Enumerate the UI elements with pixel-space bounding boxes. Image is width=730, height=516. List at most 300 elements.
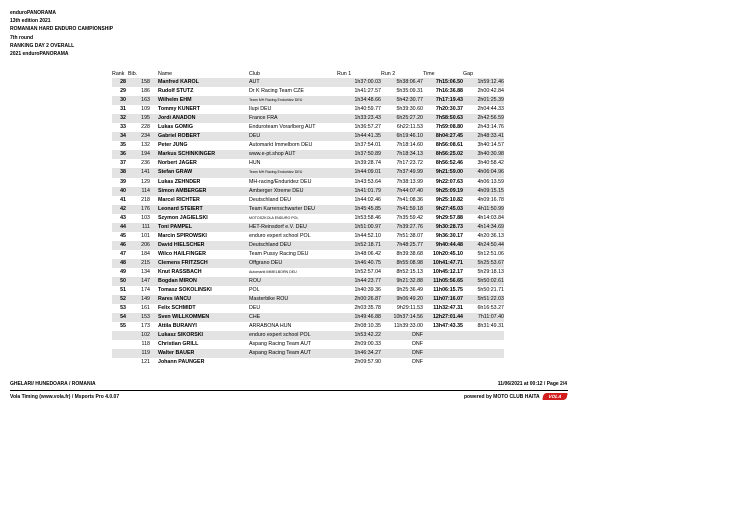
cell-rank: 38 bbox=[112, 168, 128, 177]
cell-bib: 194 bbox=[128, 150, 156, 159]
cell-time: 11h06:15.75 bbox=[433, 287, 463, 294]
table-row bbox=[112, 259, 504, 268]
cell-bib: 218 bbox=[141, 196, 150, 203]
cell-time: 10h41:47.71 bbox=[423, 259, 463, 268]
cell-rank: 46 bbox=[112, 241, 128, 250]
cell-time: 11h07:16.07 bbox=[423, 295, 463, 304]
cell-time: 7h59:08.80 bbox=[435, 124, 463, 131]
cell-run1: 1h41:01.79 bbox=[337, 187, 381, 196]
cell-bib: 109 bbox=[141, 106, 150, 113]
cell-name: David HIELSCHER bbox=[156, 241, 249, 250]
table-row bbox=[112, 223, 504, 232]
cell-club: Enduroteam Vorarlberg AUT bbox=[249, 124, 316, 131]
cell-run1: 1h53:58.46 bbox=[354, 214, 381, 221]
cell-name: Lukas ZEHNDER bbox=[158, 178, 201, 185]
cell-club: POL bbox=[249, 287, 260, 294]
cell-run1: 1h37:00.03 bbox=[337, 78, 381, 87]
cell-rank: 52 bbox=[112, 295, 128, 304]
cell-run2: DNF bbox=[412, 359, 423, 366]
cell-run1: 2h08:10.35 bbox=[354, 323, 381, 330]
cell-rank: 41 bbox=[120, 196, 126, 203]
cell-gap: 5h12:51.06 bbox=[477, 250, 504, 257]
column-header-name: Name bbox=[158, 70, 173, 77]
cell-gap: 6h16:53.27 bbox=[477, 305, 504, 312]
cell-gap bbox=[463, 358, 504, 367]
cell-rank: 32 bbox=[112, 114, 128, 123]
cell-club: HUN bbox=[249, 160, 261, 167]
cell-time: 7h17:19.43 bbox=[423, 96, 463, 105]
cell-bib: 102 bbox=[128, 331, 156, 340]
cell-run2: 7h17:23.72 bbox=[396, 160, 423, 167]
table-row bbox=[112, 331, 504, 340]
cell-run1: 2h09:00.33 bbox=[354, 341, 381, 348]
cell-time: 9h40:44.48 bbox=[423, 241, 463, 250]
cell-bib: 149 bbox=[128, 295, 156, 304]
cell-run1: 2h00:26.87 bbox=[337, 295, 381, 304]
cell-run2: 7h38:13.99 bbox=[396, 178, 423, 185]
cell-time: 9h29:57.88 bbox=[435, 214, 463, 221]
cell-club: MH-racing/Enduridez DEU bbox=[249, 178, 312, 185]
cell-name: Attila BURANYI bbox=[158, 323, 197, 330]
table-row bbox=[112, 250, 504, 259]
cell-bib: 184 bbox=[141, 250, 150, 257]
cell-run1: 2h09:57.90 bbox=[354, 359, 381, 366]
cell-run1: 1h52:57.04 bbox=[354, 269, 381, 275]
cell-run2: DNF bbox=[381, 331, 423, 340]
cell-gap: 2h48:33.41 bbox=[463, 132, 504, 141]
cell-name: Christian GRILL bbox=[158, 341, 199, 348]
cell-run1: 1h43:53.64 bbox=[354, 178, 381, 185]
cell-run1: 1h48:06.42 bbox=[354, 250, 381, 257]
cell-name: Wilhelm EHM bbox=[156, 96, 249, 105]
cell-run2: 7h44:07.40 bbox=[381, 187, 423, 196]
results-table bbox=[112, 69, 504, 368]
cell-run1: 1h44:02.46 bbox=[354, 196, 381, 203]
cell-rank: 29 bbox=[120, 88, 126, 95]
table-row bbox=[112, 123, 504, 132]
table-row bbox=[112, 178, 504, 187]
powered-by bbox=[464, 393, 567, 400]
cell-gap: 1h59:12.46 bbox=[463, 78, 504, 87]
cell-gap: 5h50:21.71 bbox=[477, 287, 504, 294]
cell-bib: 228 bbox=[141, 124, 150, 131]
cell-time: 7h16:36.88 bbox=[435, 88, 463, 95]
cell-run2: 6h19:46.10 bbox=[381, 132, 423, 141]
cell-run1: 1h52:18.71 bbox=[337, 241, 381, 250]
cell-time: 7h15:06.50 bbox=[423, 78, 463, 87]
table-row bbox=[112, 114, 504, 123]
software-credit: Vola Timing (www.vola.fr) / Msports Pro 4.0.07 bbox=[10, 394, 120, 400]
cell-bib: 186 bbox=[141, 88, 150, 95]
cell-club: Automarkt IMMELBORN DEU bbox=[249, 270, 297, 274]
cell-rank: 44 bbox=[112, 223, 128, 232]
cell-gap: 7h11:07.40 bbox=[463, 313, 504, 322]
cell-run1: 1h34:48.66 bbox=[337, 96, 381, 105]
cell-name: Johann PAUNGER bbox=[158, 359, 205, 366]
cell-time bbox=[423, 358, 463, 367]
cell-run2: 9h21:32.88 bbox=[381, 277, 423, 286]
cell-name: Lukas GOMIG bbox=[158, 124, 194, 131]
cell-bib: 129 bbox=[141, 178, 150, 185]
table-header-row bbox=[112, 69, 504, 78]
cell-run1: 1h40:59.77 bbox=[354, 106, 381, 113]
cell-rank: 30 bbox=[112, 96, 128, 105]
header-line: 2021 enduroPANORAMA bbox=[10, 51, 69, 58]
vola-logo-icon: VOLA bbox=[542, 393, 567, 400]
cell-gap bbox=[463, 349, 504, 358]
cell-bib: 114 bbox=[128, 187, 156, 196]
cell-name: Tomasz SOKOLINSKI bbox=[158, 287, 212, 294]
cell-run2: 9h29:11.53 bbox=[396, 305, 423, 312]
cell-gap: 4h14:03.84 bbox=[477, 214, 504, 221]
cell-time: 7h20:30.37 bbox=[435, 106, 463, 113]
cell-name: Stefan GRAW bbox=[156, 168, 249, 177]
table-row bbox=[112, 132, 504, 141]
cell-gap: 4h06:13.59 bbox=[477, 178, 504, 185]
cell-name: Manfred KAROL bbox=[156, 78, 249, 87]
cell-rank: 37 bbox=[120, 160, 126, 167]
column-header-run1: Run 1 bbox=[337, 70, 352, 77]
powered-by-text: powered by MOTO CLUB HAITA bbox=[464, 393, 540, 400]
cell-gap: 4h24:50.44 bbox=[463, 241, 504, 250]
table-row bbox=[112, 87, 504, 96]
cell-bib: 158 bbox=[128, 78, 156, 87]
column-header-time: Time bbox=[423, 70, 435, 77]
cell-bib: 134 bbox=[141, 269, 150, 275]
cell-run2: 11h39:33.00 bbox=[393, 323, 423, 330]
cell-gap: 3h40:14.57 bbox=[477, 142, 504, 149]
cell-club: Offgrano DEU bbox=[249, 259, 337, 268]
cell-rank: 48 bbox=[112, 259, 128, 268]
cell-rank: 54 bbox=[112, 313, 128, 322]
cell-rank: 45 bbox=[120, 232, 126, 239]
column-header-club: Club bbox=[249, 70, 260, 77]
cell-name: Clemens FRITZSCH bbox=[156, 259, 249, 268]
header-line: enduroPANORAMA bbox=[10, 10, 57, 16]
cell-run1: 1h46:34.27 bbox=[337, 349, 381, 358]
cell-name: Lukasz SIKORSKI bbox=[156, 331, 249, 340]
cell-club: HET-Reinsdorf e.V. DEU bbox=[249, 223, 337, 232]
event-location: GHELARI/ HUNEDOARA / ROMANIA bbox=[10, 381, 96, 387]
table-row bbox=[112, 150, 504, 159]
cell-club: France FRA bbox=[249, 114, 337, 123]
document-header bbox=[10, 9, 113, 58]
cell-bib: 176 bbox=[128, 205, 156, 214]
cell-rank: 28 bbox=[112, 78, 128, 87]
footer-divider bbox=[10, 390, 568, 391]
cell-run1: 1h36:57.27 bbox=[354, 124, 381, 131]
cell-run2: DNF bbox=[381, 349, 423, 358]
cell-time: 8h56:08.61 bbox=[435, 142, 463, 149]
cell-club: MOTOSZKOLA ENDURO POL bbox=[249, 215, 299, 220]
cell-run1: 1h51:00.97 bbox=[337, 223, 381, 232]
cell-rank: 51 bbox=[120, 287, 126, 294]
cell-club: AUT bbox=[249, 78, 337, 87]
cell-run2: 5h42:30.77 bbox=[381, 96, 423, 105]
cell-rank: 40 bbox=[112, 187, 128, 196]
cell-run2: 7h18:14.60 bbox=[396, 142, 423, 149]
cell-gap: 4h14:34.69 bbox=[463, 223, 504, 232]
cell-club: www.e-pt.shop AUT bbox=[249, 150, 337, 159]
cell-name: Markus SCHINKINGER bbox=[156, 150, 249, 159]
cell-run1: 1h44:23.77 bbox=[337, 277, 381, 286]
cell-run2: 7h41:59.18 bbox=[381, 205, 423, 214]
cell-club: Team Pussy Racing DEU bbox=[249, 250, 309, 257]
cell-gap: 3h40:58.42 bbox=[477, 160, 504, 167]
cell-club: Automarkt Immelborn DEU bbox=[249, 142, 313, 149]
table-row bbox=[112, 277, 504, 286]
cell-run2: 6h22:11.53 bbox=[396, 124, 423, 131]
cell-run2: 7h18:34.13 bbox=[381, 150, 423, 159]
column-header-run2: Run 2 bbox=[381, 70, 396, 77]
cell-run1: 1h37:50.89 bbox=[337, 150, 381, 159]
cell-time: 7h58:50.63 bbox=[423, 114, 463, 123]
table-row bbox=[112, 241, 504, 250]
cell-gap: 4h09:15.15 bbox=[463, 187, 504, 196]
header-line: 7th round bbox=[10, 34, 34, 41]
cell-name: Toni PAMPEL bbox=[156, 223, 249, 232]
cell-run2: 5h38:06.47 bbox=[381, 78, 423, 87]
cell-gap: 8h31:49.31 bbox=[477, 323, 504, 330]
cell-time: 9h21:59.00 bbox=[423, 168, 463, 177]
cell-time bbox=[423, 349, 463, 358]
cell-rank: 42 bbox=[112, 205, 128, 214]
cell-run2: 8h55:08.98 bbox=[381, 259, 423, 268]
cell-time: 9h25:09.19 bbox=[423, 187, 463, 196]
cell-gap: 3h40:30.98 bbox=[463, 150, 504, 159]
cell-rank: 35 bbox=[120, 142, 126, 149]
cell-run2: 7h41:08.36 bbox=[396, 196, 423, 203]
cell-club: Ilupi DEU bbox=[249, 106, 272, 113]
cell-run1: 1h44:52.10 bbox=[354, 232, 381, 239]
cell-name: Rudolf STUTZ bbox=[158, 88, 194, 95]
cell-run1: 1h37:54.01 bbox=[354, 142, 381, 149]
column-header-bib: Bib. bbox=[128, 70, 138, 77]
cell-bib: 132 bbox=[141, 142, 150, 149]
cell-club: Dr K Racing Team CZE bbox=[249, 88, 304, 95]
column-header-gap: Gap bbox=[463, 70, 474, 77]
cell-time: 9h30:28.73 bbox=[423, 223, 463, 232]
cell-time: 9h36:30.17 bbox=[435, 232, 463, 239]
cell-club: Team Karrenschwarter DEU bbox=[249, 205, 337, 214]
table-row bbox=[112, 205, 504, 214]
cell-time: 11h05:56.65 bbox=[423, 277, 463, 286]
cell-time: 12h27:01.44 bbox=[423, 313, 463, 322]
cell-gap: 5h25:53.67 bbox=[463, 259, 504, 268]
cell-club: enduro expert school POL bbox=[249, 331, 337, 340]
cell-name: Tommy KUNERT bbox=[158, 106, 200, 113]
cell-time: 8h04:27.45 bbox=[423, 132, 463, 141]
cell-rank: 53 bbox=[120, 305, 126, 312]
cell-name: Gabriel ROBERT bbox=[156, 132, 249, 141]
cell-bib: 111 bbox=[128, 223, 156, 232]
cell-gap: 2h04:44.33 bbox=[477, 106, 504, 113]
cell-club: Aspang Racing Team AUT bbox=[249, 349, 337, 358]
table-row bbox=[112, 96, 504, 105]
cell-club: Aspang Racing Team AUT bbox=[249, 341, 312, 348]
cell-run2: 10h37:14.56 bbox=[381, 313, 423, 322]
table-row bbox=[112, 295, 504, 304]
cell-time: 9h27:45.03 bbox=[423, 205, 463, 214]
cell-rank: 43 bbox=[120, 214, 126, 221]
cell-time bbox=[423, 340, 463, 349]
cell-club: Deutschland DEU bbox=[249, 241, 337, 250]
cell-run2: 7h51:38.07 bbox=[396, 232, 423, 239]
cell-bib: 118 bbox=[141, 341, 150, 348]
cell-run2: 5h39:30.60 bbox=[396, 106, 423, 113]
cell-rank bbox=[112, 358, 128, 367]
cell-time: 10h45:12.17 bbox=[432, 269, 463, 275]
cell-gap: 4h20:36.13 bbox=[477, 232, 504, 239]
cell-run1: 1h33:23.43 bbox=[337, 114, 381, 123]
cell-run2: 7h39:27.76 bbox=[381, 223, 423, 232]
cell-rank bbox=[112, 340, 128, 349]
cell-run1: 1h49:46.88 bbox=[337, 313, 381, 322]
table-row bbox=[112, 349, 504, 358]
cell-name: Bogdan MIRON bbox=[156, 277, 249, 286]
cell-gap: 2h00:42.84 bbox=[477, 88, 504, 95]
cell-name: Peter JUNG bbox=[158, 142, 188, 149]
cell-run1: 1h41:27.57 bbox=[354, 88, 381, 95]
cell-name: Felix SCHMIDT bbox=[158, 305, 196, 312]
cell-run1: 1h53:42.22 bbox=[337, 331, 381, 340]
cell-club: DEU bbox=[249, 305, 261, 312]
cell-run1: 2h03:35.78 bbox=[354, 305, 381, 312]
cell-time: 10h20:45.10 bbox=[432, 250, 463, 257]
cell-name: Jordi ANADON bbox=[156, 114, 249, 123]
cell-gap: 5h51:22.03 bbox=[463, 295, 504, 304]
table-row bbox=[112, 214, 504, 223]
cell-run2: 7h37:49.99 bbox=[381, 168, 423, 177]
cell-bib: 103 bbox=[141, 214, 150, 221]
cell-rank: 49 bbox=[120, 269, 126, 275]
cell-gap bbox=[463, 331, 504, 340]
cell-time: 8h56:25.02 bbox=[423, 150, 463, 159]
cell-rank: 55 bbox=[120, 323, 126, 330]
cell-bib: 215 bbox=[128, 259, 156, 268]
date-page-info: 11/06/2021 at 00:12 / Page 2/4 bbox=[497, 381, 567, 387]
cell-bib: 173 bbox=[141, 323, 150, 330]
cell-name: Norbert JAGER bbox=[158, 160, 197, 167]
cell-rank: 36 bbox=[112, 150, 128, 159]
header-line: ROMANIAN HARD ENDURO CAMPIONSHIP bbox=[10, 26, 114, 33]
cell-run2: 9h06:49.20 bbox=[381, 295, 423, 304]
cell-bib: 147 bbox=[128, 277, 156, 286]
header-line: RANKING DAY 2 OVERALL bbox=[10, 42, 75, 49]
cell-bib: 119 bbox=[128, 349, 156, 358]
cell-time: 9h25:10.82 bbox=[435, 196, 463, 203]
cell-club: Amberger Xtreme DEU bbox=[249, 187, 337, 196]
cell-time: 11h32:47.31 bbox=[433, 305, 463, 312]
cell-club: enduro expert school POL bbox=[249, 232, 311, 239]
cell-rank: 34 bbox=[112, 132, 128, 141]
cell-name: Marcin SPIROWSKI bbox=[158, 232, 207, 239]
cell-bib: 161 bbox=[141, 305, 150, 312]
cell-run2: 7h35:59.42 bbox=[396, 214, 423, 221]
cell-bib: 153 bbox=[128, 313, 156, 322]
cell-bib: 174 bbox=[141, 287, 150, 294]
cell-run2: 9h25:36.49 bbox=[396, 287, 423, 294]
cell-gap: 4h06:04.96 bbox=[463, 168, 504, 177]
cell-run1: 1h40:39.36 bbox=[354, 287, 381, 294]
header-line: 13th edition 2021 bbox=[10, 18, 51, 25]
cell-club: Deutschland DEU bbox=[249, 196, 292, 203]
cell-run1: 1h46:40.75 bbox=[337, 259, 381, 268]
cell-run1: 1h44:09.01 bbox=[337, 168, 381, 177]
table-row bbox=[112, 358, 504, 367]
column-header-rank: Rank bbox=[112, 70, 125, 77]
table-row bbox=[112, 286, 504, 295]
cell-name: Szymon JAGIELSKI bbox=[158, 214, 208, 221]
cell-time: 9h22:07.63 bbox=[435, 178, 463, 185]
cell-name: Rares IANCU bbox=[156, 295, 249, 304]
cell-run1: 1h44:41.35 bbox=[337, 132, 381, 141]
table-row bbox=[112, 313, 504, 322]
table-row bbox=[112, 105, 504, 114]
cell-bib: 206 bbox=[128, 241, 156, 250]
cell-name: Knut RASSBACH bbox=[158, 269, 202, 275]
cell-gap: 4h09:16.78 bbox=[477, 196, 504, 203]
cell-run2: DNF bbox=[412, 341, 423, 348]
cell-run2: 6h25:27.20 bbox=[381, 114, 423, 123]
cell-gap: 2h01:25.39 bbox=[463, 96, 504, 105]
cell-name: Wilco HAILFINGER bbox=[158, 250, 206, 257]
cell-bib: 234 bbox=[128, 132, 156, 141]
cell-gap: 2h42:56.59 bbox=[463, 114, 504, 123]
table-row bbox=[112, 168, 504, 177]
table-row bbox=[112, 340, 504, 349]
table-row bbox=[112, 78, 504, 87]
cell-club: ROU bbox=[249, 277, 337, 286]
cell-name: Marcel RICHTER bbox=[158, 196, 200, 203]
cell-bib: 236 bbox=[141, 160, 150, 167]
cell-bib: 163 bbox=[128, 96, 156, 105]
cell-run2: 8h52:15.13 bbox=[396, 269, 423, 275]
cell-run2: 8h39:38.68 bbox=[396, 250, 423, 257]
cell-club: ARRABONA HUN bbox=[249, 323, 292, 330]
cell-club: DEU bbox=[249, 132, 337, 141]
cell-rank bbox=[112, 331, 128, 340]
cell-gap: 4h11:50.99 bbox=[463, 205, 504, 214]
cell-bib: 121 bbox=[141, 359, 150, 366]
table-row bbox=[112, 187, 504, 196]
cell-club: Team MH Racing Enduridez DEU bbox=[249, 96, 337, 105]
table-row bbox=[112, 159, 504, 168]
cell-gap: 5h50:02.61 bbox=[463, 277, 504, 286]
cell-gap bbox=[463, 340, 504, 349]
table-row bbox=[112, 141, 504, 150]
cell-club: Team MH Racing Enduridez DEU bbox=[249, 168, 337, 177]
cell-bib: 141 bbox=[128, 168, 156, 177]
cell-name: Walter BAUER bbox=[156, 349, 249, 358]
cell-rank: 50 bbox=[112, 277, 128, 286]
cell-bib: 195 bbox=[128, 114, 156, 123]
cell-rank: 31 bbox=[120, 106, 126, 113]
table-row bbox=[112, 196, 504, 205]
cell-gap: 5h29:18.13 bbox=[477, 269, 504, 275]
cell-name: Sven WILLKOMMEN bbox=[156, 313, 249, 322]
cell-rank: 39 bbox=[120, 178, 126, 185]
table-row bbox=[112, 322, 504, 331]
cell-time bbox=[423, 331, 463, 340]
table-row bbox=[112, 232, 504, 241]
table-row bbox=[112, 268, 504, 277]
table-row bbox=[112, 304, 504, 313]
cell-rank: 33 bbox=[120, 124, 126, 131]
cell-run2: 5h35:09.31 bbox=[396, 88, 423, 95]
table-body bbox=[112, 78, 504, 368]
cell-run2: 7h48:25.77 bbox=[381, 241, 423, 250]
